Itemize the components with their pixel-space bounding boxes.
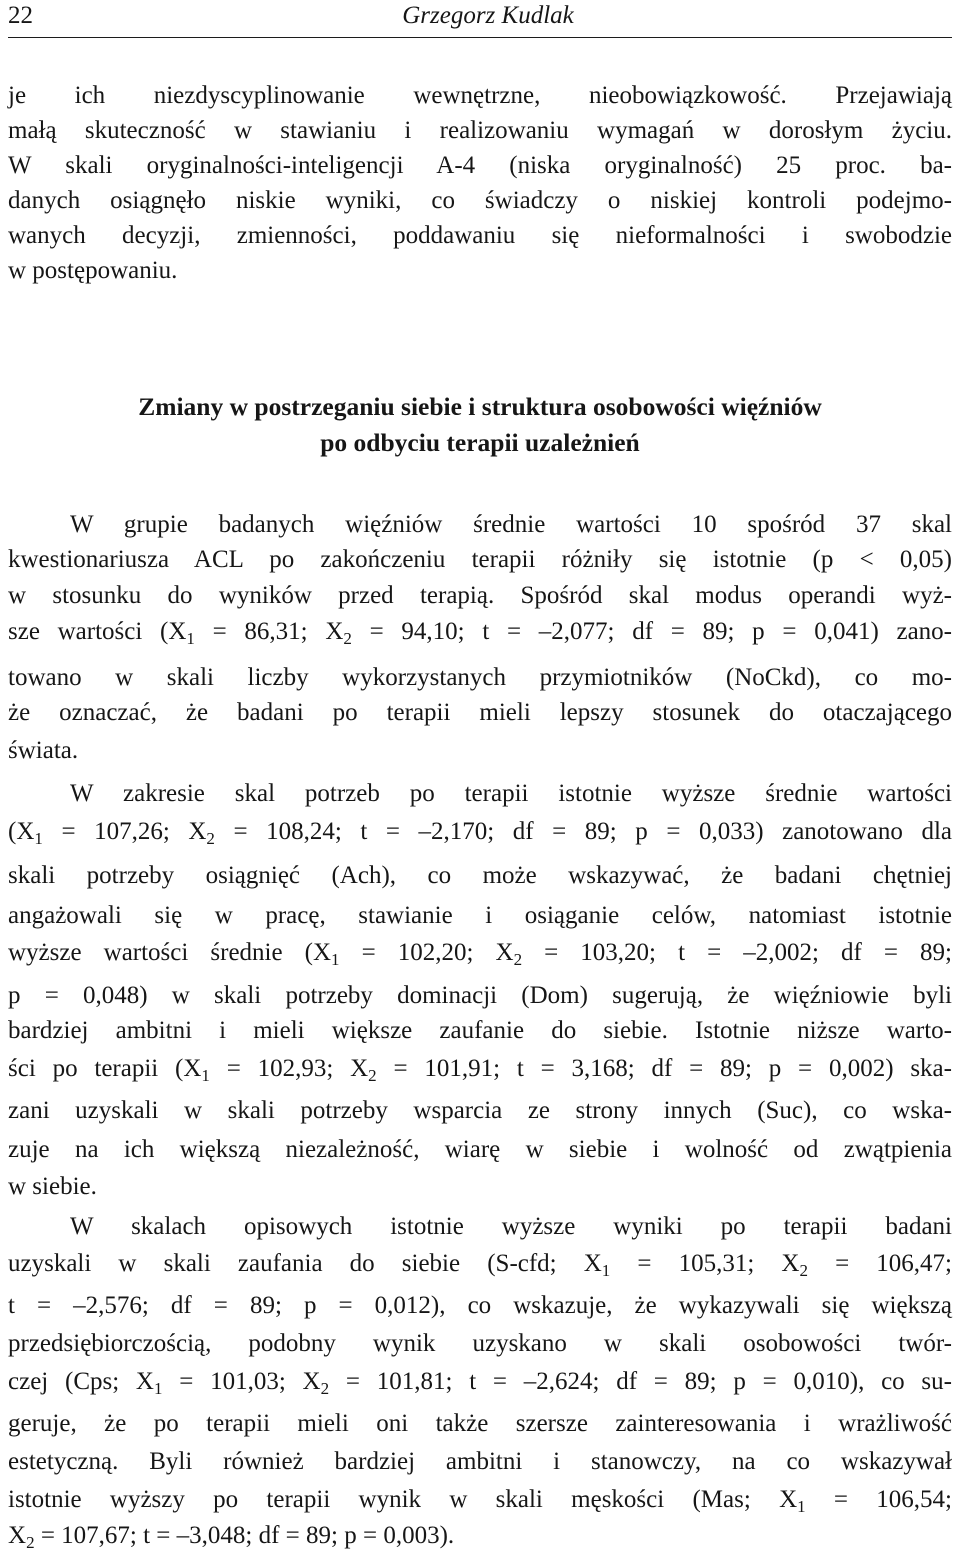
paragraph-line: geruje, że po terapii mieli oni także szersze zainteresowania i wrażliwość [8,1410,952,1437]
paragraph-line: wyższe wartości średnie ($X_1 = 102,20$; $X_2 = 103,20$; t = –2,002; df = 89; [8,939,952,969]
paragraph-line: t = –2,576; df = 89; p = 0,012), co wskazuje, że wykazywali się większą [8,1292,952,1319]
paragraph-line: p = 0,048) w skali potrzeby dominacji (Dom) sugerują, że więźniowie byli [8,982,952,1009]
paragraph-line: W grupie badanych więźniów średnie wartości 10 spośród 37 skal [70,511,952,538]
paragraph-line: bardziej ambitni i mieli większe zaufanie do siebie. Istotnie niższe warto- [8,1017,952,1044]
paragraph-line: zani uzyskali w skali potrzeby wsparcia ze strony innych (Suc), co wska- [8,1097,952,1124]
paragraph-line: ści po terapii ($X_1 = 102,93$; $X_2 = 101,91$; t = 3,168; df = 89; p = 0,002) ska- [8,1055,952,1085]
paragraph-line: że oznaczać, że badani po terapii mieli lepszy stosunek do otaczającego [8,699,952,726]
running-head-author: Grzegorz Kudlak [402,2,574,29]
paragraph-line: istotnie wyższy po terapii wynik w skali męskości (Mas; $X_1 = 106,54$; [8,1486,952,1516]
section-heading-line: Zmiany w postrzeganiu siebie i struktura osobowości więźniów [138,392,822,421]
running-head [8,0,952,36]
paragraph-line: skali potrzeby osiągnięć (Ach), co może wskazywać, że badani chętniej [8,862,952,889]
intro-line: małą skuteczność w stawianiu i realizowaniu wymagań w dorosłym życiu. [8,117,952,144]
paragraph-line: uzyskali w skali zaufania do siebie (S-cfd; $X_1 = 105,31$; $X_2 = 106,47$; [8,1250,952,1280]
intro-line: W skali oryginalności-inteligencji A-4 (niska oryginalność) 25 proc. ba- [8,152,952,179]
paragraph-line: ($X_1 = 107,26$; $X_2 = 108,24$; t = –2,170; df = 89; p = 0,033) zanotowano dla [8,818,952,848]
paragraph-line: estetyczną. Byli również bardziej ambitni i stanowczy, na co wskazywał [8,1448,952,1475]
page-number: 22 [8,2,33,29]
intro-line: danych osiągnęło niskie wyniki, co świadczy o niskiej kontroli podejmo- [8,187,952,214]
header-rule [8,37,952,38]
paragraph-line: zuje na ich większą niezależność, wiarę w siebie i wolność od zwątpienia [8,1136,952,1163]
paragraph-line: W skalach opisowych istotnie wyższe wyniki po terapii badani [70,1213,952,1240]
paragraph-line: $X_2 = 107,67$; t = –3,048; df = 89; p = 0,003). [8,1522,455,1552]
paragraph-line: świata. [8,737,79,764]
section-heading-line: po odbyciu terapii uzależnień [320,428,640,457]
paragraph-line: w stosunku do wyników przed terapią. Spośród skal modus operandi wyż- [8,582,952,609]
intro-line: wanych decyzji, zmienności, poddawaniu się nieformalności i swobodzie [8,222,952,249]
paragraph-line: angażowali się w pracę, stawianie i osiąganie celów, natomiast istotnie [8,902,952,929]
paragraph-line: sze wartości ($X_1 = 86,31$; $X_2 = 94,10$; t = –2,077; df = 89; p = 0,041) zano- [8,618,952,648]
paragraph-line: przedsiębiorczością, podobny wynik uzyskano w skali osobowości twór- [8,1330,952,1357]
paragraph-line: czej (Cps; $X_1 = 101,03$; $X_2 = 101,81$; t = –2,624; df = 89; p = 0,010), co su- [8,1368,952,1398]
paragraph-line: kwestionariusza ACL po zakończeniu terapii różniły się istotnie (p < 0,05) [8,546,952,573]
intro-line: w postępowaniu. [8,257,178,284]
paragraph-line: w siebie. [8,1173,97,1200]
paragraph-line: towano w skali liczby wykorzystanych przymiotników (NoCkd), co mo- [8,664,952,691]
paragraph-line: W zakresie skal potrzeb po terapii istotnie wyższe średnie wartości [70,780,952,807]
intro-line: je ich niezdyscyplinowanie wewnętrzne, nieobowiązkowość. Przejawiają [8,82,952,109]
